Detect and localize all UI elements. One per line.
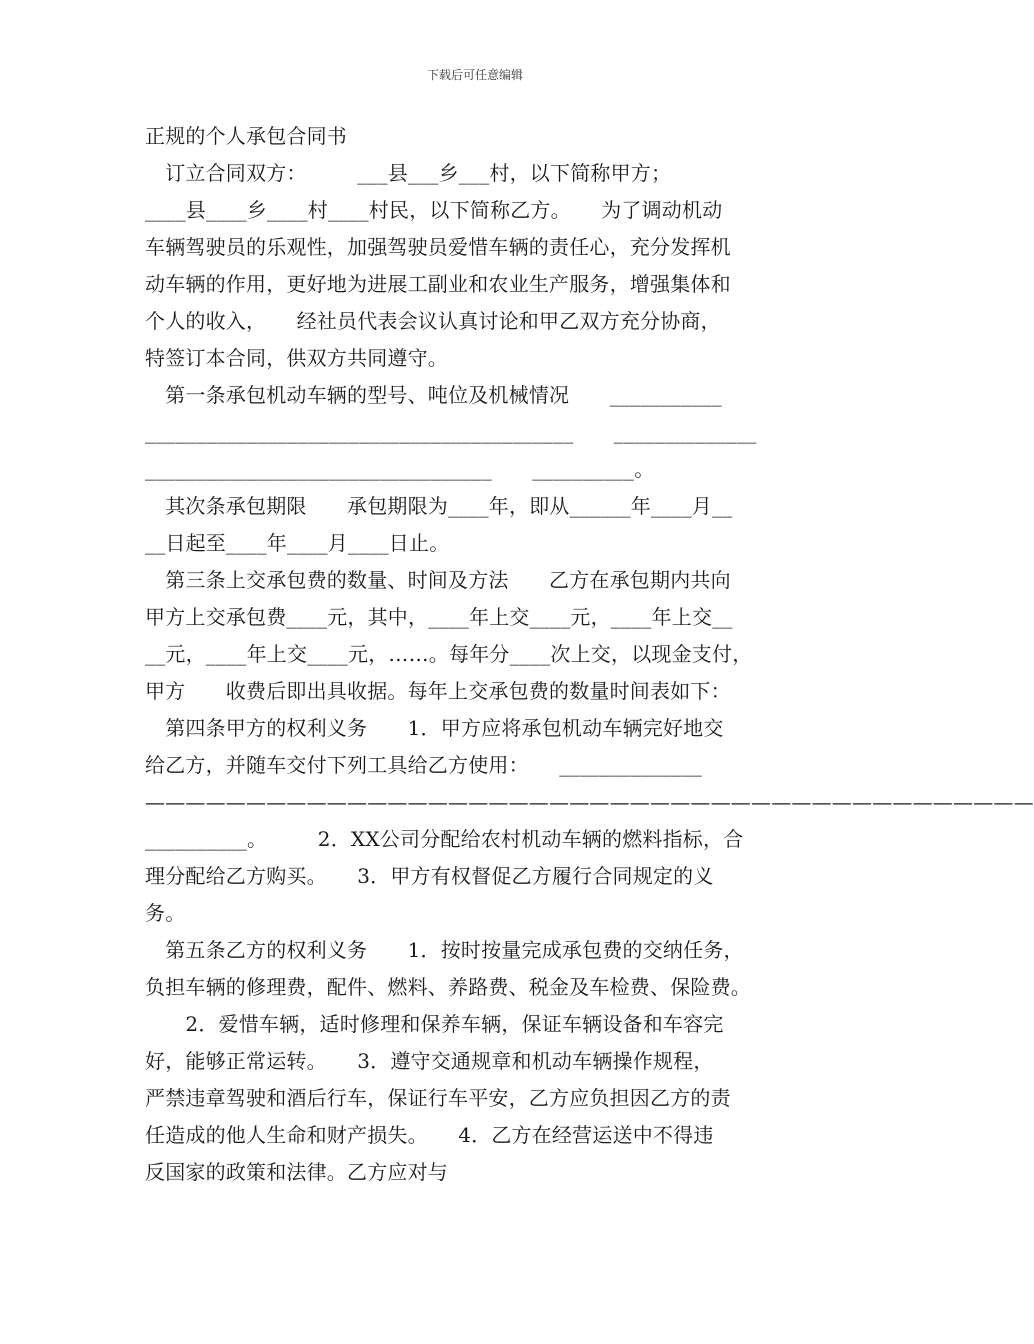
page-header: 下载后可任意编辑	[426, 68, 523, 82]
text-line: __________________________________ __________。	[145, 457, 655, 481]
document-title: 正规的个人承包合同书	[145, 124, 347, 148]
text-line: 个人的收入， 经社员代表会议认真讨论和甲乙双方充分协商，	[145, 309, 721, 333]
text-line: 第四条甲方的权利义务 1．甲方应将承包机动车辆完好地交	[145, 716, 724, 740]
text-line: 甲方 收费后即出具收据。每年上交承包费的数量时间表如下：	[145, 679, 731, 703]
text-line: ————————————————————————————————————————————	[145, 790, 1034, 814]
text-line: 理分配给乙方购买。 3．甲方有权督促乙方履行合同规定的义	[145, 864, 714, 888]
text-line: 给乙方，并随车交付下列工具给乙方使用： ______________	[145, 753, 702, 777]
text-line: __日起至____年____月____日止。	[145, 531, 450, 555]
document-body	[145, 118, 1034, 1191]
text-line: 务。	[145, 901, 186, 925]
text-line: 第一条承包机动车辆的型号、吨位及机械情况 ___________	[145, 383, 722, 407]
text-line: __________________________________________ ______________	[145, 420, 757, 444]
text-line: __________。 2．XX公司分配给农村机动车辆的燃料指标，合	[145, 827, 744, 851]
text-line: 2．爱惜车辆，适时修理和保养车辆，保证车辆设备和车容完	[145, 1012, 724, 1036]
text-line: 负担车辆的修理费，配件、燃料、养路费、税金及车检费、保险费。	[145, 975, 751, 999]
text-line: 第三条上交承包费的数量、时间及方法 乙方在承包期内共向	[145, 568, 731, 592]
text-line: 特签订本合同，供双方共同遵守。	[145, 346, 448, 370]
text-line: ____县____乡____村____村民，以下简称乙方。 为了调动机动	[145, 198, 723, 222]
text-line: 动车辆的作用，更好地为进展工副业和农业生产服务，增强集体和	[145, 272, 731, 296]
text-line: 严禁违章驾驶和酒后行车，保证行车平安，乙方应负担因乙方的责	[145, 1086, 731, 1110]
text-line: 好，能够正常运转。 3．遵守交通规章和机动车辆操作规程，	[145, 1049, 714, 1073]
text-line: 其次条承包期限 承包期限为____年，即从______年____月__	[145, 494, 733, 518]
text-line: 任造成的他人生命和财产损失。 4．乙方在经营运送中不得违	[145, 1123, 714, 1147]
text-line: __元，____年上交____元，……。每年分____次上交，以现金支付，	[145, 642, 753, 666]
text-line: 车辆驾驶员的乐观性，加强驾驶员爱惜车辆的责任心，充分发挥机	[145, 235, 731, 259]
text-line: 第五条乙方的权利义务 1．按时按量完成承包费的交纳任务，	[145, 938, 744, 962]
text-line: 反国家的政策和法律。乙方应对与	[145, 1160, 448, 1184]
text-line: 甲方上交承包费____元，其中，____年上交____元，____年上交__	[145, 605, 733, 629]
text-line: 订立合同双方： ___县___乡___村，以下简称甲方；	[145, 161, 672, 185]
